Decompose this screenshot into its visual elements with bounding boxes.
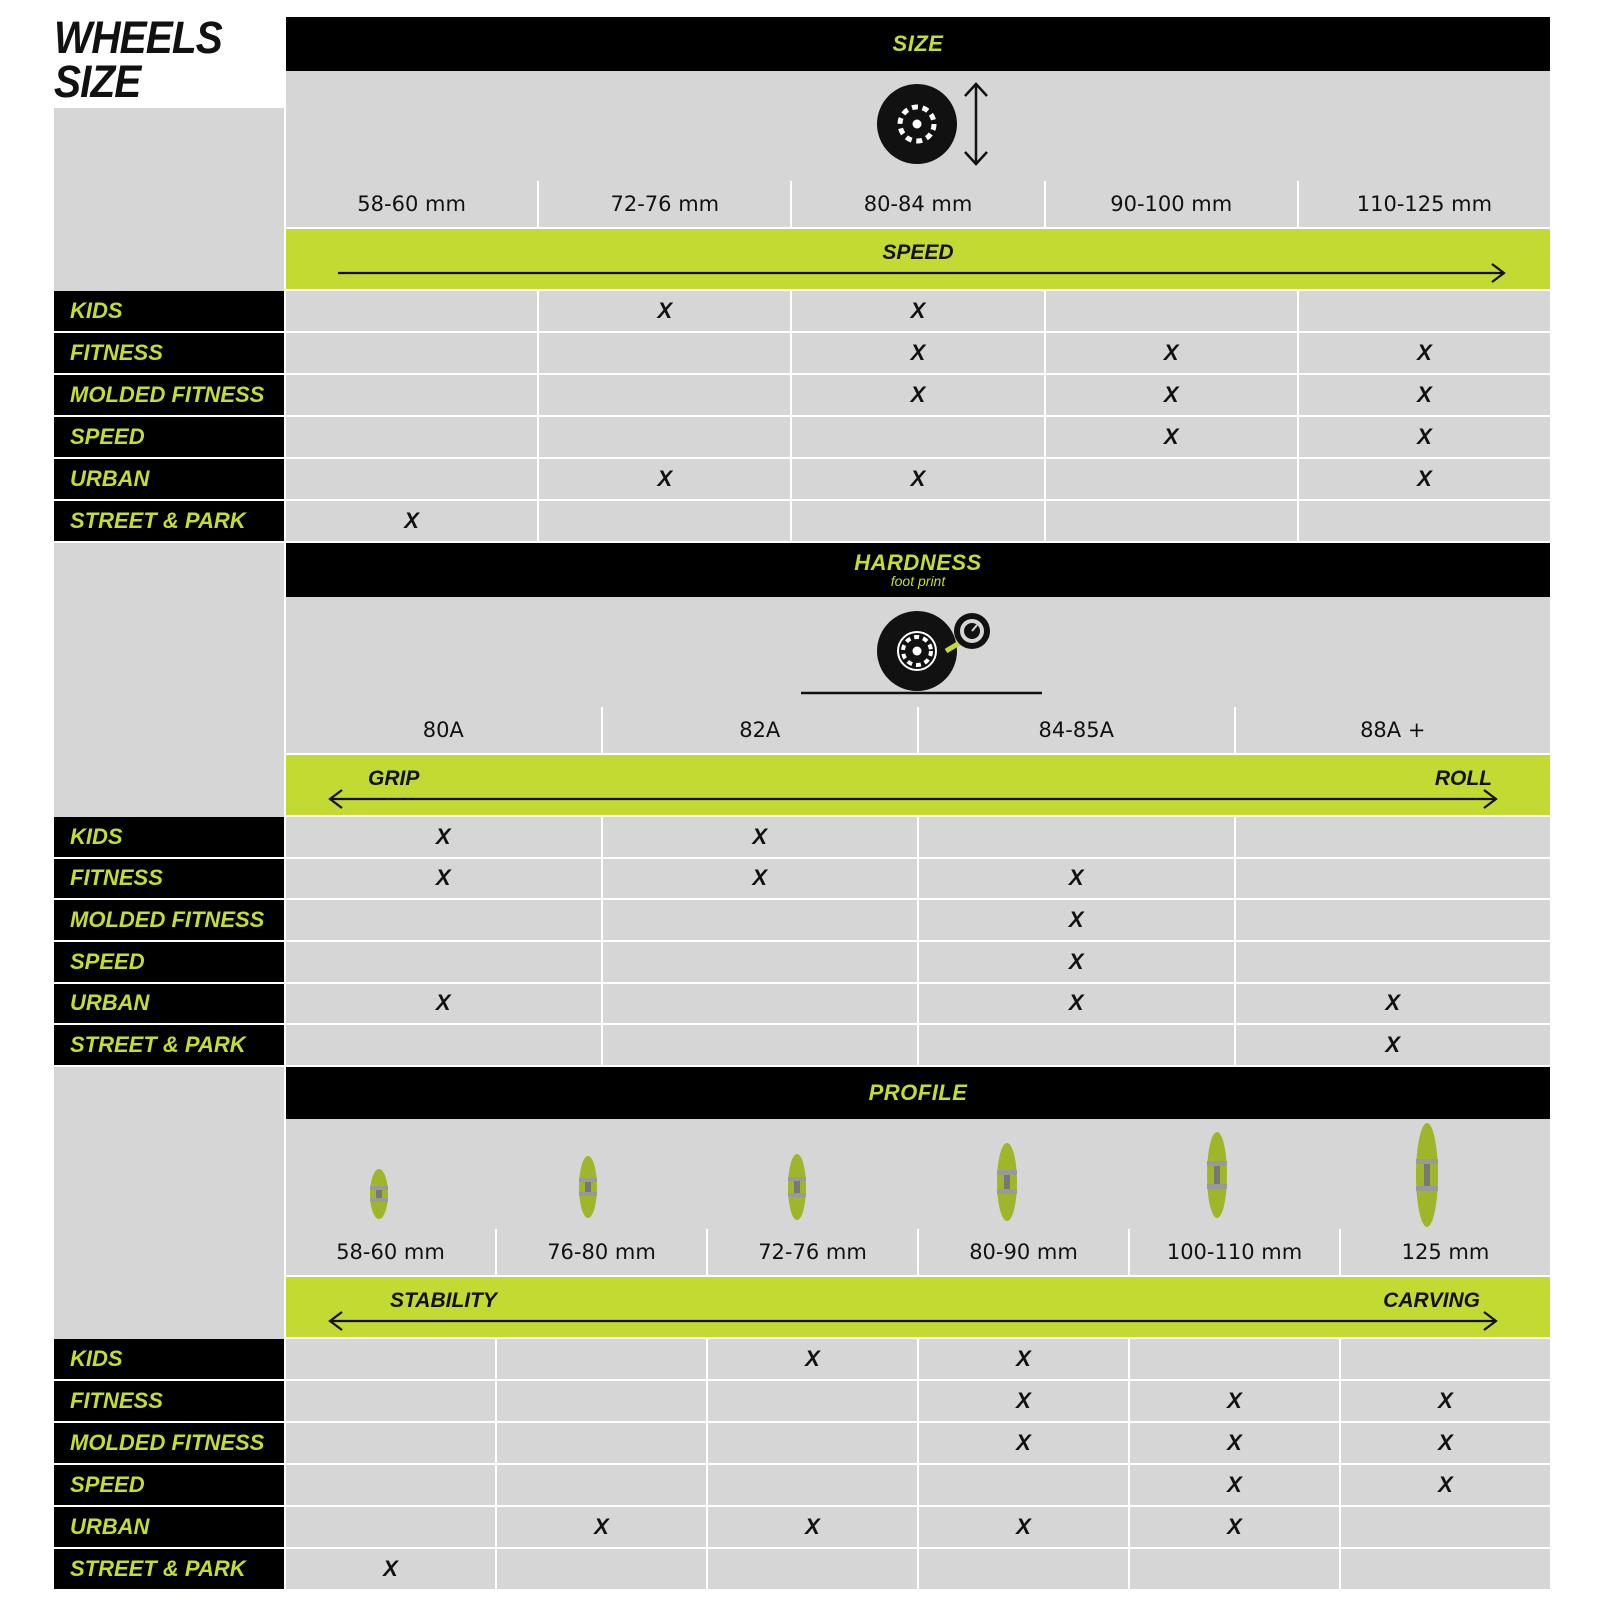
mark-cell: X [1128, 1381, 1339, 1421]
profile-column-headers [286, 1229, 1550, 1275]
profile-scale-left-label: STABILITY [390, 1289, 497, 1312]
row-cells [286, 817, 1550, 857]
hardness-subheading: foot print [890, 573, 946, 589]
size-heading: SIZE [892, 31, 944, 56]
mark-cell: X [1339, 1423, 1550, 1463]
mark-cell [790, 501, 1043, 541]
hardness-illustration [286, 597, 1550, 707]
mark-cell [286, 333, 537, 373]
row-label [54, 417, 284, 457]
mark-cell [917, 1465, 1128, 1505]
row-cells [286, 1465, 1550, 1505]
size-row [54, 459, 1550, 499]
mark-cell: X [1234, 984, 1551, 1024]
row-label-text: SPEED [70, 948, 145, 974]
mark-cell [790, 417, 1043, 457]
mark-cell [495, 1549, 706, 1589]
row-label [54, 1465, 284, 1505]
mark-cell: X [1234, 1025, 1551, 1065]
profile-row [54, 1339, 1550, 1379]
row-cells [286, 417, 1550, 457]
row-label-text: SPEED [70, 424, 145, 449]
wheel-icon [877, 84, 957, 164]
row-label [54, 817, 284, 857]
profile-row [54, 1423, 1550, 1463]
size-row [54, 417, 1550, 457]
mark-cell [917, 1549, 1128, 1589]
wheel-icon [877, 611, 957, 691]
mark-cell [1339, 1549, 1550, 1589]
mark-cell [706, 1423, 917, 1463]
mark-cell: X [917, 984, 1234, 1024]
size-column-header: 58-60 mm [357, 192, 466, 216]
mark-cell [706, 1465, 917, 1505]
row-label-text: MOLDED FITNESS [70, 907, 265, 933]
hardness-scale-bar [286, 755, 1550, 815]
wheel-profile-icon [579, 1156, 597, 1218]
profile-scale-right-label: CARVING [1383, 1289, 1480, 1312]
row-cells [286, 1423, 1550, 1463]
row-label [54, 900, 284, 940]
mark-cell: X [537, 291, 790, 331]
row-label-text: STREET & PARK [70, 1556, 246, 1581]
mark-cell: X [917, 1339, 1128, 1379]
hardness-column-header: 88A + [1234, 707, 1551, 753]
mark-cell [1044, 459, 1297, 499]
mark-cell [601, 984, 918, 1024]
row-cells [286, 291, 1550, 331]
profile-illustration [286, 1119, 1550, 1229]
row-label [54, 501, 284, 541]
mark-cell [1234, 900, 1551, 940]
profile-column-header: 72-76 mm [706, 1229, 917, 1275]
mark-cell [286, 1465, 495, 1505]
size-illustration [286, 71, 1550, 181]
profile-row [54, 1465, 1550, 1505]
hardness-column-header: 84-85A [917, 707, 1234, 753]
mark-cell [1234, 859, 1551, 899]
size-heading-bar [286, 17, 1550, 71]
mark-cell: X [917, 1507, 1128, 1547]
profile-scale-arrow-icon [286, 1277, 1550, 1337]
profile-column-header: 58-60 mm [336, 1240, 445, 1264]
mark-cell [1234, 817, 1551, 857]
profile-heading: PROFILE [868, 1080, 968, 1105]
row-label-text: SPEED [70, 1472, 145, 1497]
profile-column-header: 80-90 mm [917, 1229, 1128, 1275]
row-label [54, 1423, 284, 1463]
row-cells [286, 942, 1550, 982]
hardness-row [54, 817, 1550, 857]
size-scale-arrow-icon [286, 229, 1550, 289]
row-label [54, 942, 284, 982]
row-cells [286, 900, 1550, 940]
size-table [54, 291, 1550, 543]
mark-cell: X [917, 900, 1234, 940]
mark-cell: X [1297, 459, 1550, 499]
mark-cell [537, 417, 790, 457]
row-label [54, 1507, 284, 1547]
mark-cell [495, 1381, 706, 1421]
size-row [54, 501, 1550, 541]
profile-row [54, 1381, 1550, 1421]
mark-cell: X [1297, 375, 1550, 415]
mark-cell: X [1128, 1465, 1339, 1505]
row-label [54, 333, 284, 373]
mark-cell [1128, 1339, 1339, 1379]
row-label [54, 984, 284, 1024]
wheel-profile-icon [1207, 1132, 1227, 1218]
mark-cell [601, 1025, 918, 1065]
hardness-row [54, 942, 1550, 982]
mark-cell: X [1339, 1381, 1550, 1421]
mark-cell [495, 1423, 706, 1463]
mark-cell [286, 1339, 495, 1379]
mark-cell [706, 1381, 917, 1421]
wheel-profile-icon [997, 1143, 1017, 1221]
left-spacer-size [54, 108, 284, 291]
size-scale-bar [286, 229, 1550, 289]
mark-cell [286, 1381, 495, 1421]
profile-column-header: 76-80 mm [495, 1229, 706, 1275]
mark-cell: X [917, 859, 1234, 899]
mark-cell [601, 942, 918, 982]
mark-cell [495, 1339, 706, 1379]
mark-cell: X [537, 459, 790, 499]
mark-cell [601, 900, 918, 940]
mark-cell [286, 375, 537, 415]
mark-cell [1234, 942, 1551, 982]
profile-scale-bar [286, 1277, 1550, 1337]
hardness-column-headers [286, 707, 1550, 753]
mark-cell: X [1044, 333, 1297, 373]
row-label [54, 859, 284, 899]
mark-cell: X [1044, 375, 1297, 415]
left-spacer-hardness [54, 543, 284, 817]
row-cells [286, 1381, 1550, 1421]
size-column-headers [286, 181, 1550, 227]
row-label-text: URBAN [70, 1514, 150, 1539]
profile-column-header: 100-110 mm [1128, 1229, 1339, 1275]
row-label [54, 291, 284, 331]
mark-cell: X [1044, 417, 1297, 457]
mark-cell: X [790, 333, 1043, 373]
size-column-header: 110-125 mm [1297, 181, 1550, 227]
row-cells [286, 984, 1550, 1024]
mark-cell: X [435, 823, 451, 849]
row-label [54, 459, 284, 499]
mark-cell: X [404, 508, 419, 533]
row-cells [286, 859, 1550, 899]
hardness-scale-arrow-icon [286, 755, 1550, 815]
mark-cell: X [790, 291, 1043, 331]
mark-cell [1339, 1507, 1550, 1547]
row-cells [286, 333, 1550, 373]
chart-title-line1: WHEELS [54, 12, 222, 63]
row-label-text: STREET & PARK [70, 1032, 246, 1058]
hardness-row [54, 1025, 1550, 1065]
mark-cell [537, 501, 790, 541]
mark-cell: X [1339, 1465, 1550, 1505]
hardness-table [54, 817, 1550, 1067]
size-row [54, 375, 1550, 415]
mark-cell [917, 817, 1234, 857]
hardness-scale-right-label: ROLL [1434, 767, 1492, 790]
size-scale-label: SPEED [882, 241, 954, 264]
mark-cell: X [495, 1507, 706, 1547]
mark-cell [286, 942, 601, 982]
mark-cell [1297, 501, 1550, 541]
mark-cell: X [435, 865, 451, 891]
row-label [54, 1381, 284, 1421]
wheel-profile-icon [370, 1169, 388, 1219]
mark-cell [286, 1423, 495, 1463]
mark-cell: X [790, 459, 1043, 499]
mark-cell [286, 291, 537, 331]
mark-cell: X [1297, 417, 1550, 457]
mark-cell: X [601, 817, 918, 857]
row-cells [286, 1339, 1550, 1379]
hardness-row [54, 859, 1550, 899]
mark-cell [495, 1465, 706, 1505]
mark-cell [286, 900, 601, 940]
row-cells [286, 1549, 1550, 1589]
mark-cell [1339, 1339, 1550, 1379]
size-row [54, 333, 1550, 373]
row-label-text: KIDS [70, 823, 123, 849]
mark-cell [537, 375, 790, 415]
row-label-text: URBAN [70, 466, 150, 491]
mark-cell [706, 1549, 917, 1589]
row-cells [286, 1507, 1550, 1547]
row-label-text: MOLDED FITNESS [70, 382, 265, 407]
profile-heading-bar [286, 1067, 1550, 1119]
profile-row [54, 1507, 1550, 1547]
size-row [54, 291, 1550, 331]
hardness-heading: HARDNESS [854, 550, 982, 575]
size-column-header: 80-84 mm [790, 181, 1043, 227]
size-column-header: 72-76 mm [537, 181, 790, 227]
wheel-profile-icon [788, 1154, 806, 1220]
row-label [54, 375, 284, 415]
profile-icon-area [286, 1119, 1550, 1229]
mark-cell: X [1128, 1423, 1339, 1463]
mark-cell [286, 1025, 601, 1065]
profile-table [54, 1339, 1550, 1591]
chart-title-line2: SIZE [54, 56, 141, 107]
row-label-text: FITNESS [70, 865, 163, 891]
row-label-text: URBAN [70, 990, 150, 1016]
profile-column-header: 125 mm [1339, 1229, 1550, 1275]
mark-cell: X [1128, 1507, 1339, 1547]
mark-cell [1128, 1549, 1339, 1589]
wheel-profile-icon [1416, 1123, 1438, 1227]
row-cells [286, 459, 1550, 499]
row-label-text: FITNESS [70, 1388, 163, 1413]
hardness-icon-area [286, 597, 1550, 707]
row-label-text: KIDS [70, 298, 123, 323]
mark-cell: X [790, 375, 1043, 415]
row-label-text: MOLDED FITNESS [70, 1430, 265, 1455]
mark-cell [1044, 501, 1297, 541]
hardness-heading-bar [286, 543, 1550, 597]
hardness-scale-left-label: GRIP [368, 767, 420, 790]
row-label [54, 1549, 284, 1589]
row-label-text: STREET & PARK [70, 508, 246, 533]
mark-cell: X [383, 1556, 398, 1581]
row-label-text: KIDS [70, 1346, 123, 1371]
mark-cell: X [917, 1381, 1128, 1421]
durometer-icon [954, 613, 990, 649]
profile-row [54, 1549, 1550, 1589]
hardness-row [54, 984, 1550, 1024]
size-icon-area [286, 71, 1550, 181]
hardness-column-header: 82A [601, 707, 918, 753]
mark-cell [537, 333, 790, 373]
mark-cell: X [917, 942, 1234, 982]
row-cells [286, 375, 1550, 415]
mark-cell: X [706, 1339, 917, 1379]
mark-cell [1044, 291, 1297, 331]
mark-cell [286, 459, 537, 499]
size-column-header: 90-100 mm [1044, 181, 1297, 227]
left-spacer-profile [54, 1067, 284, 1339]
mark-cell [917, 1025, 1234, 1065]
row-label-text: FITNESS [70, 340, 163, 365]
row-label [54, 1339, 284, 1379]
mark-cell: X [1297, 333, 1550, 373]
mark-cell: X [601, 859, 918, 899]
size-arrow-icon [965, 84, 987, 164]
hardness-column-header: 80A [422, 718, 464, 742]
hardness-row [54, 900, 1550, 940]
mark-cell: X [706, 1507, 917, 1547]
mark-cell: X [917, 1423, 1128, 1463]
mark-cell [1297, 291, 1550, 331]
mark-cell [286, 1507, 495, 1547]
mark-cell: X [435, 990, 451, 1016]
row-cells [286, 501, 1550, 541]
row-label [54, 1025, 284, 1065]
row-cells [286, 1025, 1550, 1065]
mark-cell [286, 417, 537, 457]
